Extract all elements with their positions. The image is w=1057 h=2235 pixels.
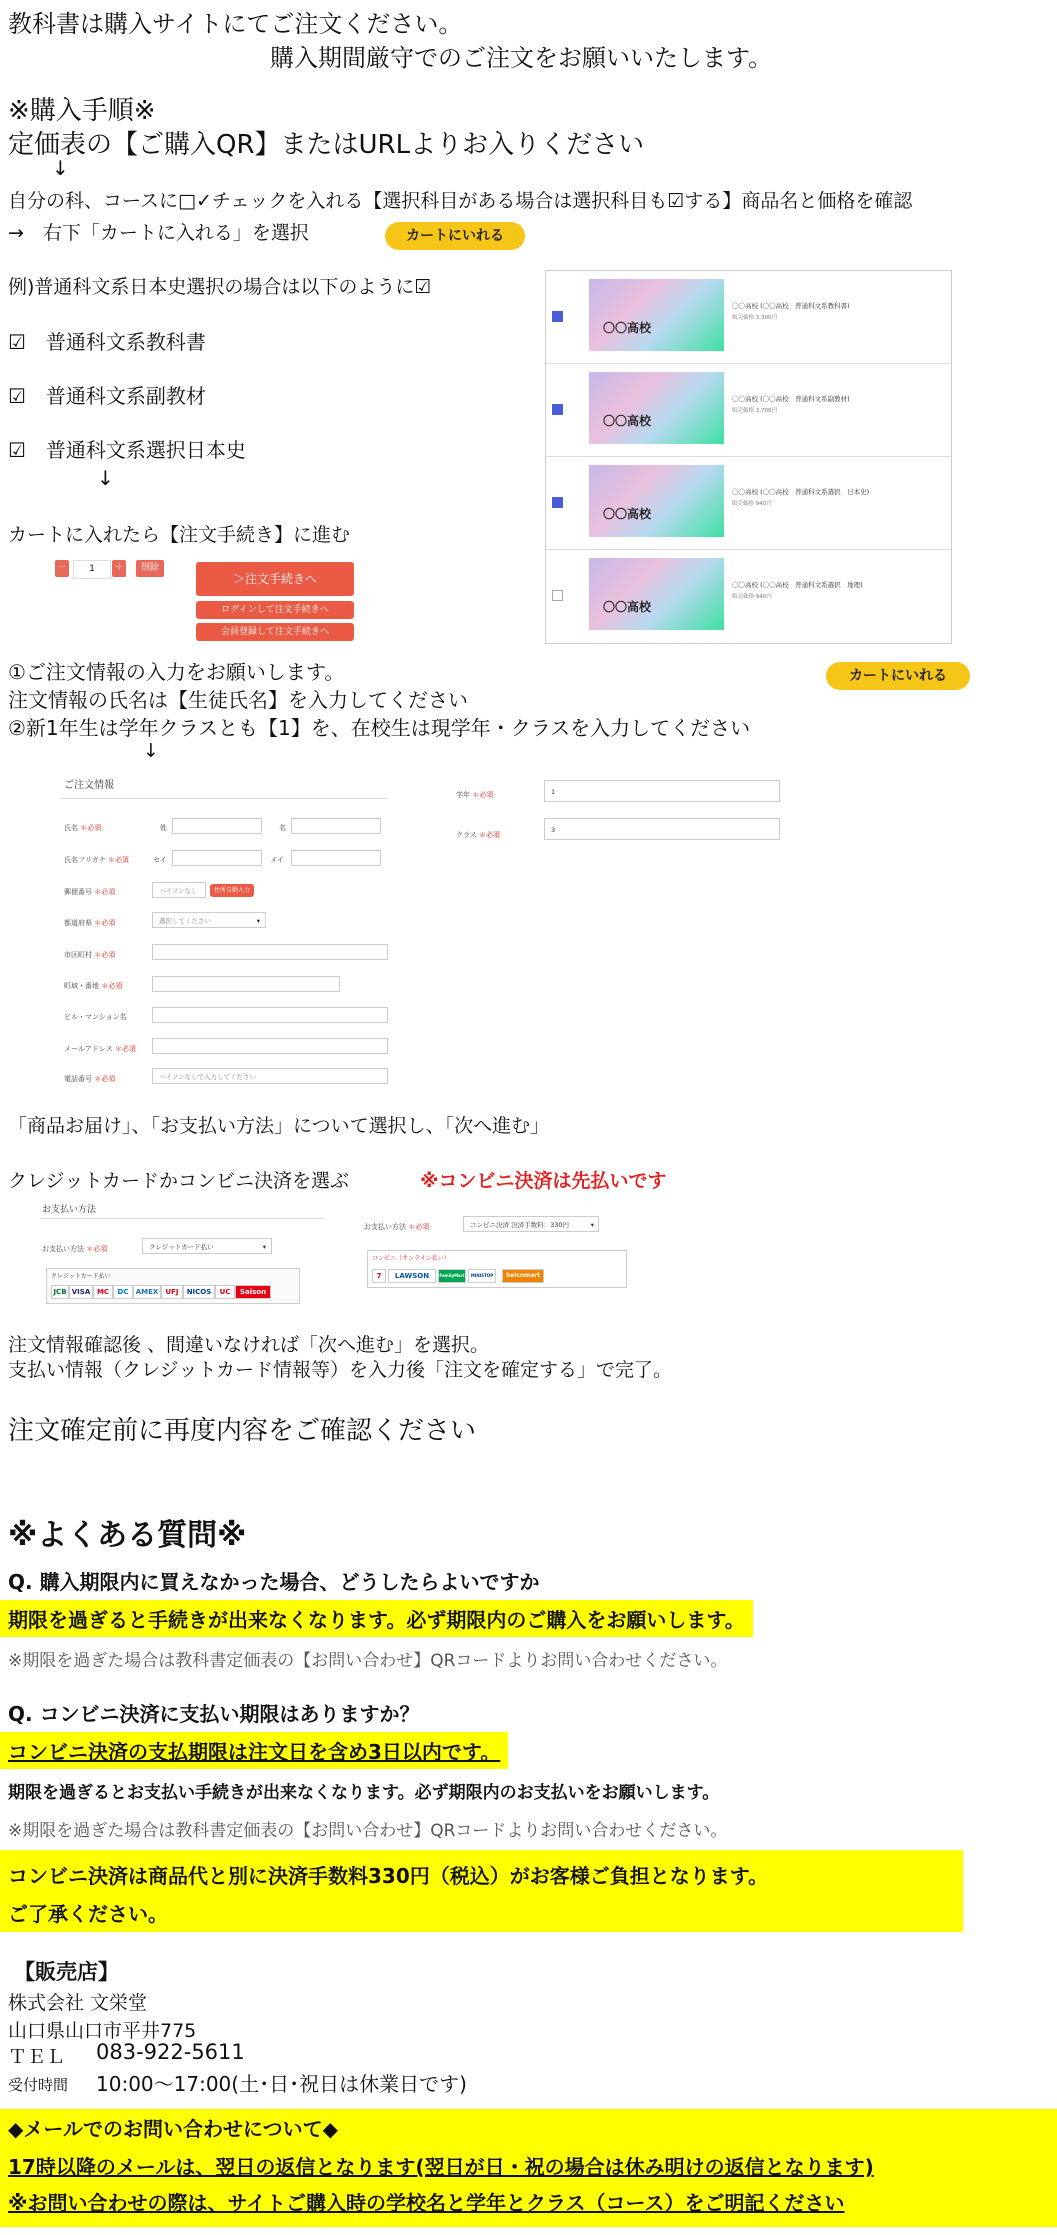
mei-kana-label: メイ: [270, 856, 284, 864]
fee-notice-box: [0, 1850, 963, 1932]
payment-label: お支払い方法: [364, 1223, 406, 1231]
product-school-label: 〇〇高校: [603, 507, 652, 521]
product-checkbox[interactable]: [552, 311, 563, 322]
store-logo: FamilyMart: [438, 1269, 466, 1283]
required-mark: ＊必須: [94, 919, 116, 927]
building-input[interactable]: [152, 1007, 388, 1023]
store-logo: 7: [372, 1269, 386, 1283]
field-label: 氏名: [64, 824, 78, 832]
header-line-2: 購入期間厳守でのご注文をお願いいたします。: [270, 44, 773, 72]
credit-card-box: [46, 1268, 300, 1304]
product-name: 〇〇高校 (〇〇高校 普通科文系副教材): [732, 395, 850, 403]
product-name: 〇〇高校 (〇〇高校 普通科文系教科書): [732, 302, 850, 310]
payment-title: お支払い方法: [42, 1205, 97, 1215]
example-item-2: ☑ 普通科文系副教材: [8, 384, 206, 408]
product-school-label: 〇〇高校: [603, 321, 652, 335]
store-company: 株式会社 文栄堂: [8, 1992, 148, 2014]
store-tel-label: ＴＥＬ: [8, 2046, 66, 2068]
required-mark: ＊必須: [114, 1045, 136, 1053]
product-checkbox[interactable]: [552, 497, 563, 508]
add-to-cart-button[interactable]: カートにいれる: [385, 222, 525, 250]
example-item-1: ☑ 普通科文系教科書: [8, 330, 206, 354]
quantity-plus-button[interactable]: ＋: [112, 560, 126, 577]
store-logo: LAWSON: [388, 1269, 436, 1283]
confirm-line-2: 支払い情報（クレジットカード情報等）を入力後「注文を確定する」で完了。: [8, 1359, 672, 1381]
payment-instruction: クレジットカードかコンビニ決済を選ぶ: [8, 1170, 349, 1192]
example-title: 例)普通科文系日本史選択の場合は以下のように☑: [8, 276, 432, 298]
store-logo: MINISTOP: [468, 1269, 496, 1283]
field-label: ビル・マンション名: [64, 1013, 127, 1021]
login-order-button[interactable]: ログインして注文手続きへ: [196, 601, 354, 619]
faq-question-2: Q. コンビニ決済に支払い期限はありますか？: [8, 1702, 420, 1726]
add-to-cart-button-2[interactable]: カートにいれる: [826, 662, 970, 690]
delete-button[interactable]: 削除: [136, 560, 164, 577]
steps-intro: 定価表の【ご購入QR】またはURLよりお入りください: [8, 130, 645, 160]
credit-box-title: クレジットカード払い: [51, 1273, 111, 1280]
field-label: 町域・番地: [64, 982, 99, 990]
card-logo: VISA: [69, 1285, 93, 1299]
order-note-1: ①ご注文情報の入力をお願いします。: [8, 660, 345, 684]
chevron-down-icon: ▾: [262, 1243, 266, 1251]
payment-value: コンビニ決済 決済手数料：330円: [470, 1221, 569, 1229]
sei-label: 姓: [160, 824, 167, 832]
required-mark: ＊必須: [479, 831, 501, 839]
sei-kana-label: セイ: [153, 856, 167, 864]
store-hours-label: 受付時間: [8, 2076, 69, 2094]
confirm-notice: 注文確定前に再度内容をご確認ください: [8, 1416, 477, 1446]
fee-notice-line-2: ご了承ください。: [8, 1902, 168, 1926]
field-label: 郵便番号: [64, 888, 92, 896]
prefecture-select[interactable]: [152, 912, 266, 928]
card-logo: AMEX: [133, 1285, 161, 1299]
arrow-down-1: ↓: [52, 156, 69, 180]
zip-input[interactable]: ハイフンなし: [152, 882, 206, 898]
class-input[interactable]: 3: [544, 818, 780, 840]
payment-label: お支払い方法: [42, 1245, 84, 1253]
required-mark: ＊必須: [408, 1223, 430, 1231]
mail-line-2: ※お問い合わせの際は、サイトご購入時の学校名と学年とクラス（コース）をご明記ください: [8, 2191, 845, 2215]
faq-answer-1-note: ※期限を過ぎた場合は教科書定価表の【お問い合わせ】QRコードよりお問い合わせください。: [8, 1651, 728, 1671]
product-image: [589, 465, 724, 537]
form-title: ご注文情報: [64, 780, 114, 791]
city-input[interactable]: [152, 944, 388, 960]
store-heading: 【販売店】: [14, 1960, 119, 1984]
field-label: 電話番号: [64, 1075, 92, 1083]
card-logo: Saison: [235, 1285, 271, 1299]
store-tel: 083-922-5611: [96, 2040, 245, 2064]
grade-input[interactable]: 1: [544, 780, 780, 802]
convenience-box: [367, 1250, 627, 1288]
product-image: [589, 279, 724, 351]
header-line-1: 教科書は購入サイトにてご注文ください。: [8, 10, 463, 38]
last-name-input[interactable]: [172, 818, 262, 834]
product-row[interactable]: [546, 550, 951, 642]
chevron-down-icon: ▾: [256, 917, 260, 925]
product-price: 販売価格 3,300円: [732, 315, 777, 321]
field-label: 都道府県: [64, 919, 92, 927]
chevron-down-icon: ▾: [590, 1221, 594, 1229]
faq-question-1: Q. 購入期限内に買えなかった場合、どうしたらよいですか: [8, 1570, 540, 1594]
confirm-line-1: 注文情報確認後 、間違いなければ「次へ進む」を選択。: [8, 1334, 490, 1356]
field-label: 氏名フリガナ: [64, 856, 106, 864]
example-item-3: ☑ 普通科文系選択日本史: [8, 438, 246, 462]
quantity-minus-button[interactable]: －: [55, 560, 69, 577]
mei-label: 名: [279, 824, 286, 832]
product-list: [545, 270, 952, 644]
prefecture-value: 選択してください: [159, 917, 211, 925]
street-input[interactable]: [152, 976, 340, 992]
product-image: [589, 558, 724, 630]
product-price: 販売価格 940円: [732, 501, 772, 507]
card-logo: UFJ: [161, 1285, 183, 1299]
product-row[interactable]: [546, 271, 951, 364]
product-price: 販売価格 940円: [732, 594, 772, 600]
required-mark: ＊必須: [86, 1245, 108, 1253]
required-mark: ＊必須: [107, 856, 129, 864]
product-name: 〇〇高校 (〇〇高校 普通科文系選択 日本史): [732, 488, 870, 496]
order-note-2: 注文情報の氏名は【生徒氏名】を入力してください: [8, 688, 468, 712]
faq-answer-2: コンビニ決済の支払期限は注文日を含め3日以内です。: [0, 1732, 508, 1769]
register-order-button[interactable]: 会員登録して注文手続きへ: [196, 623, 354, 641]
proceed-instruction: カートに入れたら【注文手続き】に進む: [8, 524, 351, 546]
store-hours: 10:00～17:00(土･日･祝日は休業日です): [96, 2072, 467, 2096]
arrow-down-3: ↓: [143, 740, 159, 762]
grade-label: 学年: [456, 791, 470, 799]
mail-notice-box: [0, 2109, 1057, 2227]
first-name-input[interactable]: [291, 818, 381, 834]
class-label: クラス: [456, 831, 477, 839]
proceed-order-button[interactable]: ＞注文手続きへ: [196, 562, 354, 596]
fee-notice-line-1: コンビニ決済は商品代と別に決済手数料330円（税込）がお客様ご負担となります。: [8, 1864, 769, 1888]
payment-select-credit[interactable]: [142, 1238, 272, 1254]
first-name-kana-input[interactable]: [291, 850, 381, 866]
card-logo: DC: [113, 1285, 133, 1299]
card-logo: NICOS: [183, 1285, 215, 1299]
faq-answer-2-note: ※期限を過ぎた場合は教科書定価表の【お問い合わせ】QRコードよりお問い合わせください。: [8, 1821, 728, 1841]
delivery-instruction: 「商品お届け」、「お支払い方法」について選択し、「次へ進む」: [8, 1115, 550, 1137]
card-logo: JCB: [51, 1285, 69, 1299]
payment-value: クレジットカード払い: [149, 1243, 214, 1251]
faq-answer-2-line-2: 期限を過ぎるとお支払い手続きが出来なくなります。必ず期限内のお支払いをお願いします。: [8, 1783, 720, 1803]
phone-input[interactable]: ハイフンなしで入力してください: [152, 1068, 388, 1084]
product-school-label: 〇〇高校: [603, 600, 652, 614]
required-mark: ＊必須: [472, 791, 494, 799]
mail-heading: ◆メールでのお問い合わせについて◆: [8, 2117, 338, 2141]
steps-title: ※購入手順※: [8, 96, 156, 126]
check-instruction: 自分の科、コースに□✓チェックを入れる【選択科目がある場合は選択科目も☑する】商品名と価格を確認: [8, 190, 913, 212]
required-mark: ＊必須: [94, 951, 116, 959]
store-address: 山口県山口市平井775: [8, 2020, 197, 2042]
required-mark: ＊必須: [94, 1075, 116, 1083]
field-label: メールアドレス: [64, 1045, 113, 1053]
card-logo: MC: [93, 1285, 113, 1299]
mail-line-1: 17時以降のメールは、翌日の返信となります(翌日が日・祝の場合は休み明けの返信となります): [8, 2155, 874, 2179]
product-image: [589, 372, 724, 444]
email-input[interactable]: [152, 1038, 388, 1054]
product-row[interactable]: [546, 457, 951, 550]
convenience-box-title: コンビニ（オンライン払い）: [372, 1255, 450, 1262]
cart-instruction: → 右下「カートに入れる」を選択: [8, 222, 309, 244]
product-checkbox[interactable]: [552, 404, 563, 415]
payment-select-convenience[interactable]: [463, 1216, 599, 1232]
convenience-warning: ※コンビニ決済は先払いです: [420, 1170, 667, 1192]
required-mark: ＊必須: [80, 824, 102, 832]
last-name-kana-input[interactable]: [172, 850, 262, 866]
order-note-3: ②新1年生は学年クラスとも【1】を、在校生は現学年・クラスを入力してください: [8, 716, 751, 740]
product-price: 販売価格 3,700円: [732, 408, 777, 414]
field-label: 市区町村: [64, 951, 92, 959]
required-mark: ＊必須: [101, 982, 123, 990]
card-logo: UC: [215, 1285, 235, 1299]
quantity-input[interactable]: 1: [73, 560, 111, 579]
faq-title: ※よくある質問※: [8, 1518, 247, 1553]
product-name: 〇〇高校 (〇〇高校 普通科文系選択 地理): [732, 581, 863, 589]
arrow-down-2: ↓: [97, 466, 114, 490]
store-logo: Seicomart: [502, 1269, 544, 1283]
product-school-label: 〇〇高校: [603, 414, 652, 428]
required-mark: ＊必須: [94, 888, 116, 896]
zip-lookup-button[interactable]: 住所自動入力: [210, 884, 254, 897]
product-row[interactable]: [546, 364, 951, 457]
product-checkbox[interactable]: [552, 590, 563, 601]
faq-answer-1: 期限を過ぎると手続きが出来なくなります。必ず期限内のご購入をお願いします。: [0, 1600, 753, 1637]
